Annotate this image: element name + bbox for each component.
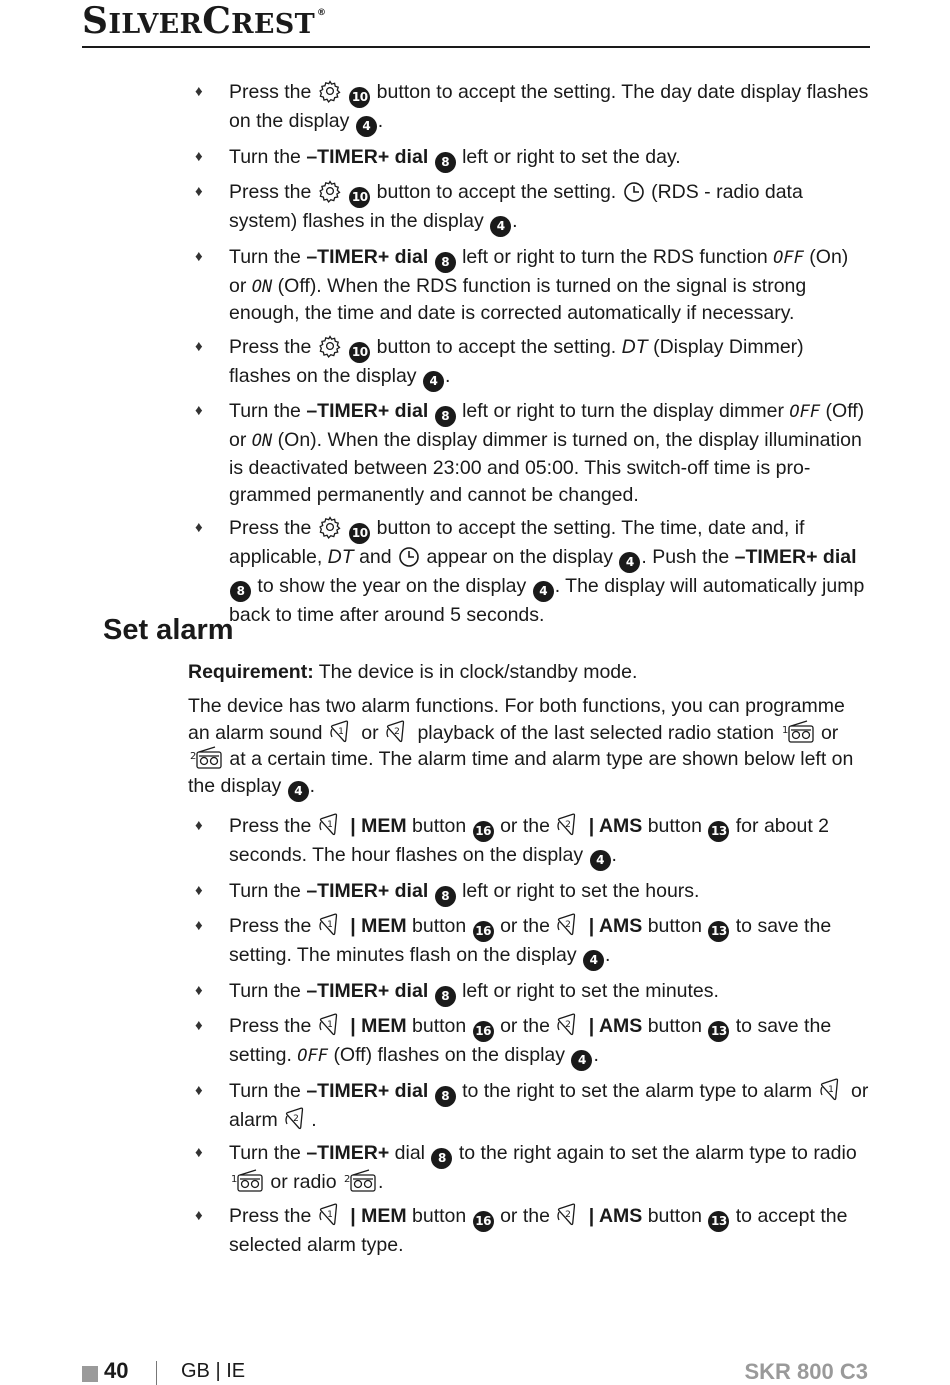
button-number-badge: 10 — [349, 187, 370, 208]
segment-text: ON — [251, 431, 273, 452]
dial-number-badge: 8 — [435, 886, 456, 907]
dial-number-badge: 8 — [230, 581, 251, 602]
list-item: ♦ Press the 10 button to accept the setting. The time, date and, if applicable, DT and appear on the display 4 . Push the –TIMER+ dial 8 to show the year on the display 4 . The display will automatically jump back to time after around 5 seconds. — [195, 517, 865, 627]
bullet-icon: ♦ — [195, 147, 203, 165]
gear-icon — [318, 79, 342, 103]
bell-2-icon — [385, 720, 411, 744]
segment-text: OFF — [789, 402, 821, 423]
button-number-badge: 16 — [473, 1211, 494, 1232]
list-item: ♦ Turn the –TIMER+ dial 8 to the right to set the alarm type to alarm 1 or alarm 2 . — [195, 1079, 869, 1131]
list-item: ♦ Turn the –TIMER+ dial 8 left or right to set the hours. — [195, 878, 870, 907]
bullet-icon: ♦ — [195, 183, 203, 201]
button-number-badge: 16 — [473, 821, 494, 842]
svg-text:2: 2 — [394, 726, 400, 737]
list-item: ♦ Press the 1 | MEM button 16 or the 2 | AMS button 13 to accept the selected alarm type. — [195, 1204, 848, 1256]
list-item: ♦ Turn the –TIMER+ dial 8 left or right to turn the display dimmer OFF (Off) or ON (On). When the display dimmer is turned on, the display illumination is deactivated between 23:00 and 05:00. This switch-off time is pro-grammed permanently and cannot be changed. — [195, 400, 865, 506]
section-title: Set alarm — [103, 614, 234, 646]
svg-text:1: 1 — [326, 820, 333, 830]
bullet-icon: ♦ — [195, 917, 203, 935]
bullet-icon: ♦ — [195, 402, 203, 420]
steps-list-time-settings — [195, 79, 870, 635]
button-number-badge: 13 — [708, 921, 729, 942]
gear-icon — [318, 334, 342, 358]
list-item: ♦ Press the 1 | MEM button 16 or the 2 | AMS button 13 to save the setting. The minutes flash on the display 4 . — [195, 913, 870, 971]
list-item: ♦ Press the 10 button to accept the setting. The day date display flashes on the display 4 . — [195, 79, 870, 137]
bell-2-icon — [284, 1107, 310, 1131]
bell-1-icon — [819, 1078, 845, 1102]
list-item: ♦ Press the 10 button to accept the setting. (RDS - radio data system) flashes in the display 4 . — [195, 179, 870, 237]
svg-text:2: 2 — [343, 1174, 351, 1186]
footer-square-marker — [82, 1366, 98, 1382]
bullet-icon: ♦ — [195, 881, 203, 899]
bell-2-icon — [556, 1203, 582, 1227]
clock-icon — [623, 181, 645, 203]
bullet-icon: ♦ — [195, 1206, 203, 1224]
segment-text: ON — [251, 276, 273, 297]
svg-text:1: 1 — [326, 1209, 333, 1220]
button-number-badge: 10 — [349, 523, 370, 544]
list-item: ♦ Turn the –TIMER+ dial 8 left or right to set the minutes. — [195, 978, 870, 1007]
intro-paragraph: The device has two alarm functions. For both functions, you can programme an alarm sound 1 or 2 playback of the last selected radio station 1 or 2 at a certain time. The alarm time and alarm type are shown below left on the display 4 . — [188, 693, 870, 802]
bullet-icon: ♦ — [195, 817, 203, 834]
button-number-badge: 13 — [708, 1021, 729, 1042]
radio-1-icon — [781, 720, 815, 744]
display-number-badge: 4 — [590, 850, 611, 871]
svg-text:1: 1 — [337, 726, 344, 737]
dial-number-badge: 8 — [431, 1148, 452, 1169]
list-item: ♦ Turn the –TIMER+ dial 8 to the right again to set the alarm type to radio 1 or radio 2 . — [195, 1142, 857, 1194]
list-item: ♦ Press the 1 | MEM button 16 or the 2 | AMS button 13 to save the setting. OFF (Off) flashes on the display 4 . — [195, 1013, 870, 1071]
bell-2-icon — [556, 913, 582, 937]
language-label: GB | IE — [181, 1360, 246, 1382]
bullet-icon: ♦ — [195, 1081, 203, 1099]
model-number: SKR 800 C3 — [744, 1359, 868, 1384]
footer-divider — [156, 1361, 157, 1385]
radio-1-icon — [230, 1169, 264, 1193]
svg-text:1: 1 — [326, 1020, 333, 1031]
svg-text:1: 1 — [781, 724, 788, 736]
svg-text:2: 2 — [565, 1020, 572, 1031]
brand-logo: SILVERCREST ® — [82, 0, 327, 42]
bullet-icon: ♦ — [195, 519, 203, 537]
display-number-badge: 4 — [583, 950, 604, 971]
bell-1-icon — [318, 1203, 344, 1227]
segment-text: OFF — [297, 1046, 329, 1067]
button-number-badge: 16 — [473, 1021, 494, 1042]
steps-list-alarm — [195, 813, 870, 1265]
dial-number-badge: 8 — [435, 152, 456, 173]
dial-number-badge: 8 — [435, 406, 456, 427]
gear-icon — [318, 515, 342, 539]
display-number-badge: 4 — [356, 116, 377, 137]
display-number-badge: 4 — [619, 552, 640, 573]
display-number-badge: 4 — [490, 216, 511, 237]
bullet-icon: ♦ — [195, 1017, 203, 1035]
bullet-icon: ♦ — [195, 83, 203, 100]
svg-text:1: 1 — [231, 1174, 238, 1186]
button-number-badge: 16 — [473, 921, 494, 942]
svg-text:2: 2 — [293, 1113, 300, 1124]
bell-2-icon — [556, 813, 582, 837]
button-number-badge: 13 — [708, 1211, 729, 1232]
segment-text: OFF — [773, 247, 804, 268]
bullet-icon: ♦ — [195, 1144, 203, 1162]
list-item: ♦ Press the 1 | MEM button 16 or the 2 | AMS button 13 for about 2 seconds. The hour flashes on the display 4 . — [195, 813, 870, 871]
display-number-badge: 4 — [288, 781, 309, 802]
dt-label: DT — [327, 546, 354, 569]
page-number: 40 — [104, 1358, 129, 1383]
radio-2-icon — [343, 1169, 377, 1193]
bullet-icon: ♦ — [195, 981, 203, 999]
radio-2-icon — [189, 746, 223, 770]
svg-text:1: 1 — [326, 920, 333, 931]
clock-icon — [398, 546, 420, 568]
requirement-text: Requirement: The device is in clock/standby mode. — [188, 661, 638, 683]
list-item: ♦ Turn the –TIMER+ dial 8 left or right to set the day. — [195, 144, 870, 173]
display-number-badge: 4 — [571, 1050, 592, 1071]
bullet-icon: ♦ — [195, 337, 203, 355]
button-number-badge: 13 — [708, 821, 729, 842]
dial-number-badge: 8 — [435, 986, 456, 1007]
dial-number-badge: 8 — [435, 252, 456, 273]
svg-text:2: 2 — [565, 920, 572, 931]
svg-text:2: 2 — [565, 1209, 572, 1220]
dt-label: DT — [621, 335, 648, 358]
bell-1-icon — [318, 813, 344, 837]
bell-1-icon — [318, 1013, 344, 1037]
svg-text:1: 1 — [827, 1084, 834, 1095]
bell-1-icon — [329, 720, 355, 744]
bullet-icon: ♦ — [195, 247, 203, 265]
bell-1-icon — [318, 913, 344, 937]
gear-icon — [318, 179, 342, 203]
svg-text:2: 2 — [565, 820, 572, 830]
button-number-badge: 10 — [349, 342, 370, 363]
display-number-badge: 4 — [423, 371, 444, 392]
display-number-badge: 4 — [533, 581, 554, 602]
button-number-badge: 10 — [349, 87, 370, 108]
svg-text:2: 2 — [190, 751, 197, 763]
header-rule — [82, 46, 870, 48]
bell-2-icon — [556, 1013, 582, 1037]
list-item: ♦ Press the 10 button to accept the setting. DT (Display Dimmer) flashes on the display 4 . — [195, 334, 870, 392]
list-item: ♦ Turn the –TIMER+ dial 8 left or right to turn the RDS function OFF (On) or ON (Off). When the RDS function is turned on the signal is strong enough, the time and date is corrected automatically if necessary. — [195, 245, 849, 325]
dial-number-badge: 8 — [435, 1086, 456, 1107]
